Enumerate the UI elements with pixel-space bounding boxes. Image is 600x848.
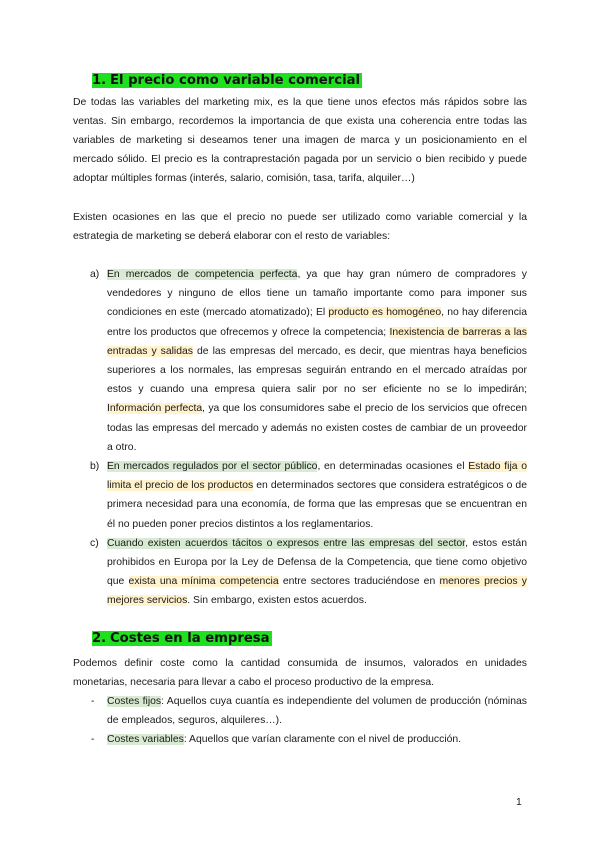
item-text: , no hay diferencia entre los productos que ofrecemos y ofrece la competencia; [107,307,527,338]
highlight-yellow: producto es homogéneo [328,307,442,319]
list-marker: c) [90,537,99,549]
section-2-title: Costes en la empresa [110,631,270,646]
item-text: : Aquellos cuya cuantía es independiente del volumen de producción (nóminas de empleados, seguros, alquileres…). [107,696,527,727]
item-text: entre sectores traduciéndose en [278,576,440,588]
highlight-yellow: Estado fija o limita el precio de los productos [107,461,527,492]
list-item [73,457,527,534]
section-2-number: 2. [92,631,107,646]
highlight-green: Costes fijos [107,696,162,707]
list-item [73,265,527,457]
highlight-yellow: Inexistencia de barreras a las entradas y salidas [107,326,528,357]
item-text: en determinados sectores que considera estratégicos o de primera necesidad para una economía, de forma que las empresas que se encuentran en él no pueden poner precios distintos a los reglamentarios. [107,480,527,530]
item-text: , ya que los consumidores sabe el precio de los servicios que ofrecen todas las empresas del mercado y además no existen costes de cambiar de un proveedor a otro. [107,403,528,453]
item-text: , estos están prohibidos en Europa por la Ley de Defensa de la Competencia, que tiene como objetivo que [107,537,527,588]
highlight-green: En mercados regulados por el sector público [107,461,318,473]
item-text: , ya que hay gran número de compradores y vendedores y ninguno de ellos tiene un tamaño importante como para imponer sus condiciones en este (mercado atomatizado); El [107,269,527,319]
list-item [73,730,527,749]
section-1-heading [92,72,362,89]
list-marker: a) [90,269,100,280]
item-text: de las empresas del mercado, es decir, que mientras haya beneficios superiores a los normales, las empresas seguirán entrando en el mercado atraídas por estos y cuando una empresa quiera salir por no ser eficiente no se lo impedirán; [107,345,527,396]
section-2-heading [92,630,272,647]
costs-list [73,692,527,750]
page-number: 1 [516,797,522,808]
list-marker: - [91,696,95,707]
section-1-occasions: Existen ocasiones en las que el precio no puede ser utilizado como variable comercial y la estrategia de marketing se deberá elaborar con el resto de variables: [73,212,527,242]
list-marker: b) [90,461,100,473]
occasions-list [73,265,527,611]
list-item [73,534,527,611]
section-1-title: El precio como variable comercial [110,73,361,88]
highlight-green: En mercados de competencia perfecta [107,269,298,280]
item-text: : Aquellos que varían claramente con el nivel de producción. [183,734,462,746]
highlight-green: Cuando existen acuerdos tácitos o expresos entre las empresas del sector [107,537,466,549]
item-text: , en determinadas ocasiones el [317,461,469,473]
item-text: . Sin embargo, existen estos acuerdos. [187,595,367,607]
list-item [73,692,527,730]
section-2-intro: Podemos definir coste como la cantidad consumida de insumos, valorados en unidades monetarias, necesaria para llevar a cabo el proceso productivo de la empresa. [73,658,527,688]
highlight-green: Costes variables [107,734,184,746]
list-marker: - [91,734,95,746]
section-1-intro: De todas las variables del marketing mix, es la que tiene unos efectos más rápidos sobre las ventas. Sin embargo, recordemos la importancia de que exista una coherencia entre todas las variables de marketing si deseamos tener una imagen de marca y un posicionamiento en el mercado sólido. El precio es la contraprestación pagada por un servicio o bien recibido y puede adoptar múltiples formas (interés, salario, comisión, tasa, tarifa, alquiler…) [73,97,527,184]
highlight-yellow: Información perfecta [107,403,203,415]
highlight-yellow: exista una mínima competencia [128,576,279,588]
section-1-number: 1. [92,73,107,88]
highlight-yellow: menores precios y mejores servicios [107,576,527,607]
